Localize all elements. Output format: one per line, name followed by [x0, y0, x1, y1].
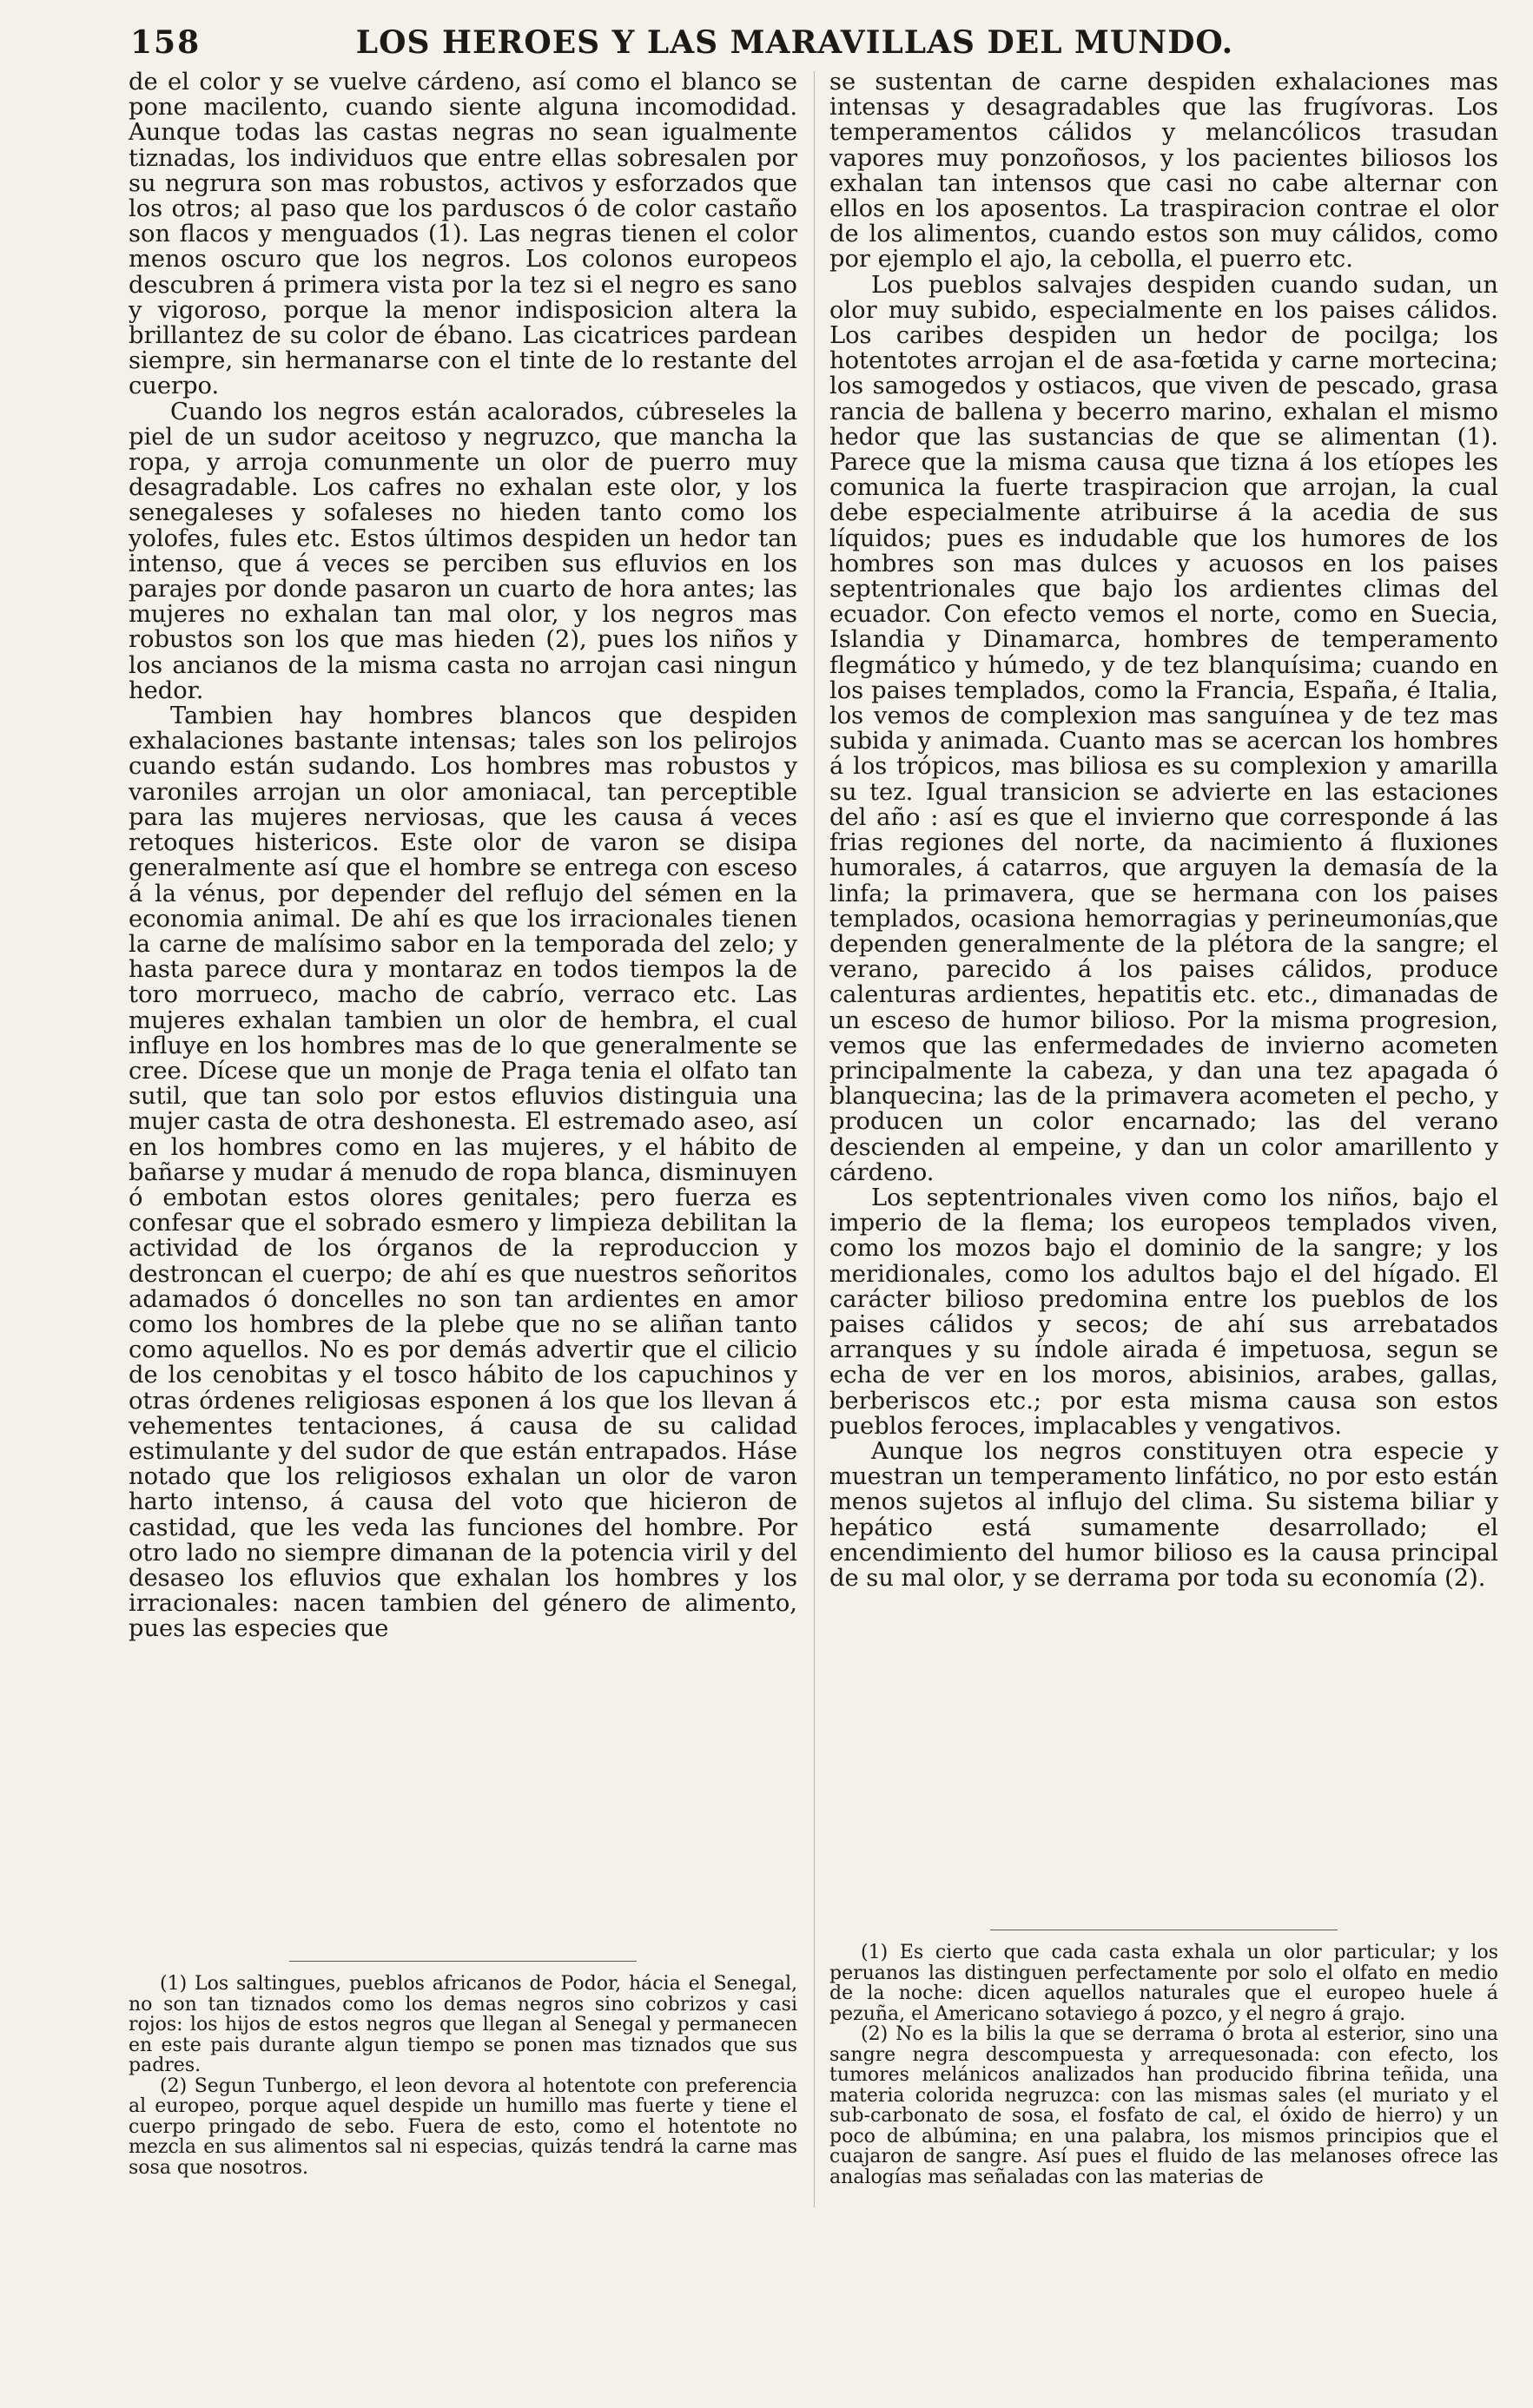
- footnote: (2) Segun Tunbergo, el leon devora al hotentote con preferencia al europeo, porque aquel despide un humillo mas fuerte y tiene el cuerpo pringado de sebo. Fuera de esto, como el hotentote no mezcla en sus alimentos sal ni especias, quizás tendrá la carne mas sosa que nosotros.: [129, 2075, 797, 2179]
- page-header: [130, 24, 1459, 66]
- footnote: (2) No es la bilis la que se derrama ó brota al esterior, sino una sangre negra descompuesta y arrequesonada: con efecto, los tumores melánicos analizados han producido fibrina teñida, una materia colorida negruzca: con las mismas sales (el muriato y el sub-carbonato de sosa, el fosfato de cal, el óxido de hierro) y un poco de albúmina; en una palabra, los mismos principios que el cuajaron de sangre. Así pues el fluido de las melanoses ofrece las analogías mas señaladas con las materias de: [829, 2023, 1498, 2188]
- paragraph: Los pueblos salvajes despiden cuando sudan, un olor muy subido, especialmente en los paises cálidos. Los caribes despiden un hedor de pocilga; los hotentotes arrojan el de asa-fœtida y carne mortecina; los samogedos y ostiacos, que viven de pescado, grasa rancia de ballena y becerro marino, exhalan el mismo hedor que las sustancias de que se alimentan (1). Parece que la misma causa que tizna á los etíopes les comunica la fuerte traspiracion que arrojan, la cual debe especialmente atribuirse á la acedia de sus líquidos; pues es indudable que los humores de los hombres son mas dulces y acuosos en los paises septentrionales que bajo los ardientes climas del ecuador. Con efecto vemos el norte, como en Suecia, Islandia y Dinamarca, hombres de temperamento flegmático y húmedo, y de tez blanquísima; cuando en los paises templados, como la Francia, España, é Italia, los vemos de complexion mas sanguínea y de tez mas subida y animada. Cuanto mas se acercan los hombres á los trópicos, mas biliosa es su complexion y amarilla su tez. Igual transicion se advierte en las estaciones del año : así es que el invierno que corresponde á las frias regiones del norte, da nacimiento á fluxiones humorales, á catarros, que arguyen la demasía de la linfa; la primavera, que se hermana con los paises templados, ocasiona hemorragias y perineumonías,que dependen generalmente de la plétora de la sangre; el verano, parecido á los paises cálidos, produce calenturas ardientes, hepatitis etc. etc., dimanadas de un esceso de humor bilioso. Por la misma progresion, vemos que las enfermedades de invierno acometen principalmente la cabeza, y dan una tez apagada ó blanquecina; las de la primavera acometen el pecho, y producen un color encarnado; las del verano descienden al empeine, y dan un color amarillento y cárdeno.: [829, 271, 1498, 1186]
- running-title: LOS HEROES Y LAS MARAVILLAS DEL MUNDO.: [355, 24, 1234, 61]
- column-divider: [814, 71, 815, 2207]
- paragraph: Tambien hay hombres blancos que despiden exhalaciones bastante intensas; tales son los pelirojos cuando están sudando. Los hombres mas robustos y varoniles arrojan un olor amoniacal, tan perceptible para las mujeres nerviosas, que les causa á veces retoques histericos. Este olor de varon se disipa generalmente así que el hombre se entrega con esceso á la vénus, por depender del reflujo del sémen en la economia animal. De ahí es que los irracionales tienen la carne de malísimo sabor en la temporada del zelo; y hasta parece dura y montaraz en todos tiempos la de toro morrueco, macho de cabrío, verraco etc. Las mujeres exhalan tambien un olor de hembra, el cual influye en los hombres mas de lo que generalmente se cree. Dícese que un monje de Praga tenia el olfato tan sutil, que tan solo por estos efluvios distinguia una mujer casta de otra deshonesta. El estremado aseo, así en los hombres como en las mujeres, y el hábito de bañarse y mudar á menudo de ropa blanca, disminuyen ó embotan estos olores genitales; pero fuerza es confesar que el sobrado esmero y limpieza debilitan la actividad de los órganos de la reproduccion y destroncan el cuerpo; de ahí es que nuestros señoritos adamados ó doncelles no son tan ardientes en amor como los hombres de la plebe que no se aliñan tanto como aquellos. No es por demás advertir que el cilicio de los cenobitas y el tosco hábito de los capuchinos y otras órdenes religiosas esponen á los que los llevan á vehementes tentaciones, á causa de su calidad estimulante y del sudor de que están entrapados. Háse notado que los religiosos exhalan un olor de varon harto intenso, á causa del voto que hicieron de castidad, que les veda las funciones del hombre. Por otro lado no siempre dimanan de la potencia viril y del desaseo los efluvios que exhalan los hombres y los irracionales: nacen tambien del género de alimento, pues las especies que: [129, 703, 797, 1643]
- paragraph: Aunque los negros constituyen otra especie y muestran un temperamento linfático, no por esto están menos sujetos al influjo del clima. Su sistema biliar y hepático está sumamente desarrollado; el encendimiento del humor bilioso es la causa principal de su mal olor, y se derrama por toda su economía (2).: [829, 1437, 1498, 1592]
- left-column: [129, 69, 797, 1642]
- right-column: [829, 69, 1498, 1591]
- footnote: (1) Es cierto que cada casta exhala un olor particular; y los peruanos las distinguen perfectamente por solo el olfato en medio de la noche: dicen aquellos naturales que el europeo huele á pezuña, el Americano sotaviego á pozco, y el negro á grajo.: [829, 1942, 1498, 2025]
- paragraph: se sustentan de carne despiden exhalaciones mas intensas y desagradables que las frugívoras. Los temperamentos cálidos y melancólicos trasudan vapores muy ponzoñosos, y los pacientes biliosos los exhalan tan intensos que casi no cabe alternar con ellos en los aposentos. La traspiracion contrae el olor de los alimentos, cuando estos son muy cálidos, como por ejemplo el ajo, la cebolla, el puerro etc.: [829, 69, 1498, 274]
- paragraph: Cuando los negros están acalorados, cúbreseles la piel de un sudor aceitoso y negruzco, que mancha la ropa, y arroja comunmente un olor de puerro muy desagradable. Los cafres no exhalan este olor, y los senegaleses y sofaleses no hieden tanto como los yolofes, fules etc. Estos últimos despiden un hedor tan intenso, que á veces se perciben sus efluvios en los parajes por donde pasaron un cuarto de hora antes; las mujeres no exhalan tan mal olor, y los negros mas robustos son los que mas hieden (2), pues los niños y los ancianos de la misma casta no arrojan casi ningun hedor.: [129, 398, 797, 704]
- footnote-rule: [289, 1961, 637, 1962]
- paragraph: de el color y se vuelve cárdeno, así como el blanco se pone macilento, cuando siente alguna incomodidad. Aunque todas las castas negras no sean igualmente tiznadas, los individuos que entre ellas sobresalen por su negrura son mas robustos, activos y esforzados que los otros; al paso que los parduscos ó de color castaño son flacos y menguados (1). Las negras tienen el color menos oscuro que los negros. Los colonos europeos descubren á primera vista por la tez si el negro es sano y vigoroso, porque la menor indisposicion altera la brillantez de su color de ébano. Las cicatrices pardean siempre, sin hermanarse con el tinte de lo restante del cuerpo.: [129, 69, 797, 400]
- footnote: (1) Los saltingues, pueblos africanos de Podor, hácia el Senegal, no son tan tiznados como los demas negros sino cobrizos y casi rojos: los hijos de estos negros que llegan al Senegal y permanecen en este pais durante algun tiempo se ponen mas tiznados que sus padres.: [129, 1973, 797, 2076]
- left-footnotes: [129, 1961, 797, 2178]
- right-footnotes: [829, 1930, 1498, 2187]
- page-number: 158: [130, 24, 202, 61]
- paragraph: Los septentrionales viven como los niños, bajo el imperio de la flema; los europeos templados viven, como los mozos bajo el dominio de la sangre; y los meridionales, como los adultos bajo el del hígado. El carácter bilioso predomina entre los pueblos de los paises cálidos y secos; de ahí sus arrebatados arranques y su índole airada é impetuosa, segun se echa de ver en los moros, abisinios, arabes, gallas, berberiscos etc.; por esta misma causa son estos pueblos feroces, implacables y vengativos.: [829, 1184, 1498, 1440]
